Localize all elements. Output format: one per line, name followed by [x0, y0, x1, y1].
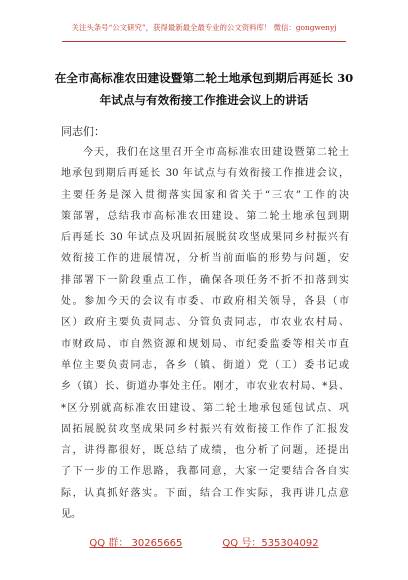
body-line: 乡（镇）长、街道办事处主任。刚才，市农业农村局、*县、 — [61, 381, 349, 393]
body-line: 见。 — [61, 509, 81, 521]
body-line: 市财政局、市自然资源和规划局、市纪委监委等相关市直 — [61, 338, 349, 350]
body-line: 处。参加今天的会议有市委、市政府相关领导，各县（市 — [61, 296, 349, 308]
body-line: 固拓展脱贫攻坚成果同乡村振兴有效衔接工作作了汇报发 — [61, 423, 349, 435]
body-line: 后再延长 30 年试点及巩固拓展脱贫攻坚成果同乡村振兴有 — [61, 232, 349, 244]
title-line-2: 年试点与有效衔接工作推进会议上的讲话 — [99, 93, 309, 107]
body-line: 单位主要负责同志，各乡（镇、街道）党（工）委书记或 — [61, 359, 349, 371]
body-line: 今天，我们在这里召开全市高标准农田建设暨第二轮土 — [83, 147, 349, 158]
body-line: 地承包到期后再延长 30 年试点与有效衔接工作推进会议， — [61, 168, 349, 180]
body-line: 效衔接工作的进展情况，分析当前面临的形势与问题，安 — [61, 253, 349, 265]
title-line-1: 在全市高标准农田建设暨第二轮土地承包到期后再延长 30 — [54, 71, 354, 85]
document-body — [61, 142, 349, 525]
body-line: *区分别就高标准农田建设、第二轮土地承包延包试点、巩 — [61, 402, 349, 414]
qq-group-link[interactable]: QQ 群： 30265665 — [89, 538, 183, 549]
body-line: 策部署，总结我市高标准农田建设、第二轮土地承包到期 — [61, 210, 349, 222]
promo-header-text: 关注头条号“公文研究”，获得最新最全最专业的公文资料库！ 微信：gongwenyj — [71, 23, 337, 32]
qq-number-link[interactable]: QQ 号：535304092 — [222, 538, 319, 549]
body-line: 排部署下一阶段重点工作，确保各项任务不折不扣落到实 — [61, 274, 349, 286]
body-line: 际，认真抓好落实。下面，结合工作实际，我再讲几点意 — [61, 487, 349, 499]
body-line: 区）政府主要负责同志、分管负责同志，市农业农村局、 — [61, 317, 349, 329]
body-line: 主要任务是深入贯彻落实国家和省关于“三农”工作的决 — [61, 189, 349, 201]
header-divider — [62, 41, 346, 42]
salutation: 同志们： — [61, 125, 105, 138]
body-line: 言，讲得都很好，既总结了成绩，也分析了问题，还提出 — [61, 445, 349, 457]
body-line: 了下一步的工作思路，我都同意，大家一定要结合各自实 — [61, 466, 349, 478]
document-title — [40, 67, 368, 111]
footer-contact — [0, 534, 408, 549]
